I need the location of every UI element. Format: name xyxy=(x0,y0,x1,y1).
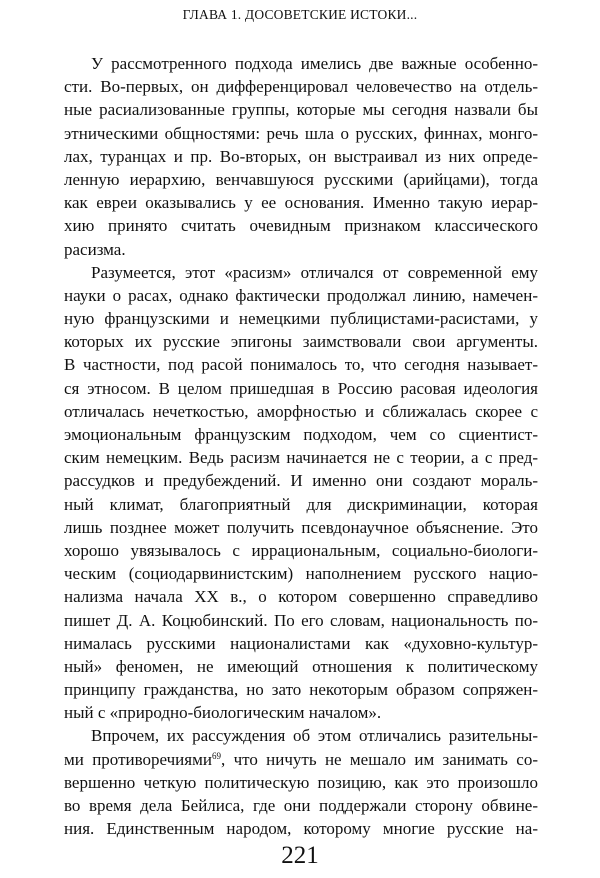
text-line: принципу гражданства, но зато некоторым образом сопряжен- xyxy=(64,680,538,700)
text-line: хию принято считать очевидным признаком классического xyxy=(64,216,538,236)
running-header: ГЛАВА 1. ДОСОВЕТСКИЕ ИСТОКИ... xyxy=(182,7,418,22)
body-text xyxy=(64,52,538,840)
text-line: рассудков и предубеждений. И именно они создают мораль- xyxy=(64,471,538,491)
text-line: У рассмотренного подхода имелись две важные особенно- xyxy=(91,54,538,73)
text-line: ный с «природно-биологическим началом». xyxy=(64,703,382,723)
text-line: во время дела Бейлиса, где они поддержали сторону обвине- xyxy=(64,796,538,815)
text-line: науки о расах, однако фактически продолжал линию, намечен- xyxy=(64,285,538,305)
paragraph xyxy=(64,261,538,725)
text-line: ния. Единственным народом, которому многие русские на- xyxy=(64,819,538,839)
text-line: отличалась нечеткостью, аморфностью и сближалась скорее с xyxy=(64,401,538,421)
text-line: ную французскими и немецкими публицистами-расистами, у xyxy=(64,309,538,329)
text-line: которых их русские эпигоны заимствовали свои аргументы. xyxy=(64,332,538,352)
text-segment: , что ничуть не мешало им занимать со- xyxy=(220,749,538,769)
page-number: 221 xyxy=(281,842,319,869)
text-line: расизма. xyxy=(64,239,126,259)
text-line: этническими общностями: речь шла о русских, финнах, монго- xyxy=(64,123,538,143)
text-line: хорошо увязывалось с иррациональным, социально-биологи- xyxy=(64,540,538,560)
text-line: ный климат, благоприятный для дискриминации, которая xyxy=(64,494,538,514)
text-line: ским немецким. Ведь расизм начинается не с теории, а с пред- xyxy=(64,448,538,468)
text-line: ленную иерархию, венчавшуюся русскими (арийцами), тогда xyxy=(64,169,538,189)
text-segment: ми противоречиями xyxy=(64,749,212,769)
text-line: эмоциональным французским подходом, чем со сциентист- xyxy=(64,425,538,444)
text-line: нималась русскими националистами как «духовно-культур- xyxy=(64,633,538,653)
text-line: Впрочем, их рассуждения об этом отличались разительны- xyxy=(91,726,538,746)
footnote-reference[interactable]: 69 xyxy=(211,750,221,761)
text-line xyxy=(64,748,538,771)
text-line: Разумеется, этот «расизм» отличался от современной ему xyxy=(91,262,538,282)
paragraph xyxy=(64,52,538,261)
text-line: ный» феномен, не имеющий отношения к политическому xyxy=(64,656,538,676)
text-line: ные расиализованные группы, которые мы сегодня назвали бы xyxy=(64,100,538,120)
text-line: В частности, под расой понималось то, что сегодня называет- xyxy=(64,355,538,375)
text-line: ся этносом. В целом пришедшая в Россию расовая идеология xyxy=(64,378,538,398)
text-line: лишь позднее может получить псевдонаучное объяснение. Это xyxy=(64,517,538,537)
text-line: вершенно четкую политическую позицию, как это произошло xyxy=(64,772,538,792)
text-line: лах, туранцах и пр. Во-вторых, он выстраивал из них опреде- xyxy=(64,146,538,166)
text-line: пишет Д. А. Коцюбинский. По его словам, национальность по- xyxy=(64,610,538,630)
text-line: сти. Во-первых, он дифференцировал человечество на отдель- xyxy=(64,77,538,97)
text-line: ческим (социодарвинистским) наполнением русского нацио- xyxy=(64,564,538,584)
paragraph xyxy=(64,724,538,840)
text-line: как евреи оказывались у ее основания. Именно такую иерар- xyxy=(64,193,538,213)
text-line: нализма начала XX в., о котором совершенно справедливо xyxy=(64,587,538,607)
